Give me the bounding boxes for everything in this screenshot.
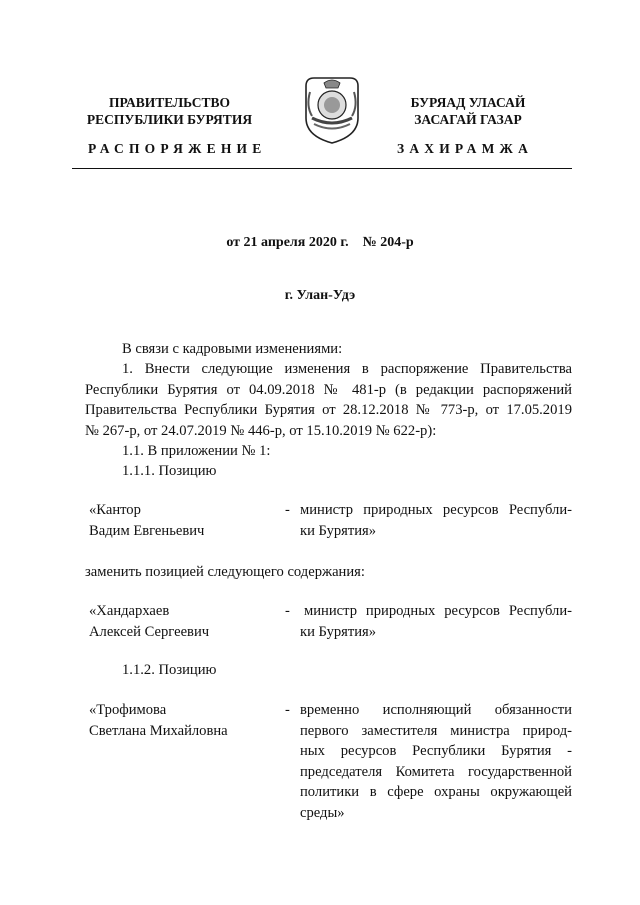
intro-text: В связи с кадровыми изменениями: <box>122 341 343 357</box>
position-2-name <box>89 601 209 642</box>
position-1-title-line-1: министр природных ресурсов Республи- <box>300 502 572 518</box>
position-1-dash: - <box>285 502 290 518</box>
position-2-dash: - <box>285 603 290 619</box>
position-1-name <box>89 500 204 541</box>
header-right-line1: БУРЯАД УЛАСАЙ <box>410 95 526 110</box>
position-2-name-line-2: Алексей Сергеевич <box>89 623 210 640</box>
header-left-line1: ПРАВИТЕЛЬСТВО <box>108 95 230 110</box>
item-1-line-2: Республики Бурятия от 04.09.2018 № 481-р (в редакции распоряжений <box>85 381 572 398</box>
position-1-name-line-2: Вадим Евгеньевич <box>89 522 205 539</box>
position-2-title-line-2: ки Бурятия» <box>300 623 377 640</box>
position-3-title-line-2: первого заместителя министра природ- <box>300 722 572 739</box>
position-3-name-line-1: «Трофимова <box>89 702 167 718</box>
header-left-line2: РЕСПУБЛИКИ БУРЯТИЯ <box>86 112 253 127</box>
position-3-name <box>89 700 228 741</box>
header-right-line2: ЗАСАГАЙ ГАЗАР <box>414 112 522 127</box>
position-3-title-line-1: временно исполняющий обязанности <box>300 702 572 718</box>
item-1-1-2: 1.1.2. Позицию <box>122 662 217 678</box>
position-1-title-line-2: ки Бурятия» <box>300 522 377 539</box>
position-3-title-line-6: среды» <box>300 804 345 821</box>
item-1-line-3: Правительства Республики Бурятия от 28.12.2018 № 773-р, от 17.05.2019 <box>85 402 572 418</box>
item-1-1: 1.1. В приложении № 1: <box>122 443 271 459</box>
header-divider <box>72 168 572 169</box>
city: г. Улан-Удэ <box>284 288 356 303</box>
replace-with-text: заменить позицией следующего содержания: <box>85 564 365 580</box>
position-2-title <box>300 601 572 642</box>
item-1-line-1: 1. Внести следующие изменения в распоряжение Правительства <box>122 361 572 377</box>
item-1-line-4: № 267-р, от 24.07.2019 № 446-р, от 15.10.2019 № 622-р): <box>85 422 437 439</box>
position-3-title-line-5: политики в сфере охраны окружающей <box>300 784 572 800</box>
position-2-name-line-1: «Хандархаев <box>89 603 170 619</box>
date-number-line: от 21 апреля 2020 г. № 204-р <box>226 235 414 250</box>
header-left <box>72 94 267 128</box>
position-2-title-line-1: министр природных ресурсов Республи- <box>304 603 572 619</box>
item-1-1-1: 1.1.1. Позицию <box>122 463 217 479</box>
position-3-name-line-2: Светлана Михайловна <box>89 722 228 739</box>
coat-of-arms-emblem <box>300 72 364 146</box>
position-3-title-line-3: ных ресурсов Республики Бурятия - <box>300 743 572 759</box>
position-3-title-line-4: председателя Комитета государственной <box>300 763 572 780</box>
doc-type-left: РАСПОРЯЖЕНИЕ <box>88 141 267 156</box>
header-right <box>388 94 548 128</box>
position-1-title <box>300 500 572 541</box>
item-1-paragraph <box>85 359 572 441</box>
position-1-name-line-1: «Кантор <box>89 502 141 518</box>
position-3-title <box>300 700 572 823</box>
position-3-dash: - <box>285 702 290 718</box>
doc-type-right: ЗАХИРАМЖА <box>397 141 534 156</box>
